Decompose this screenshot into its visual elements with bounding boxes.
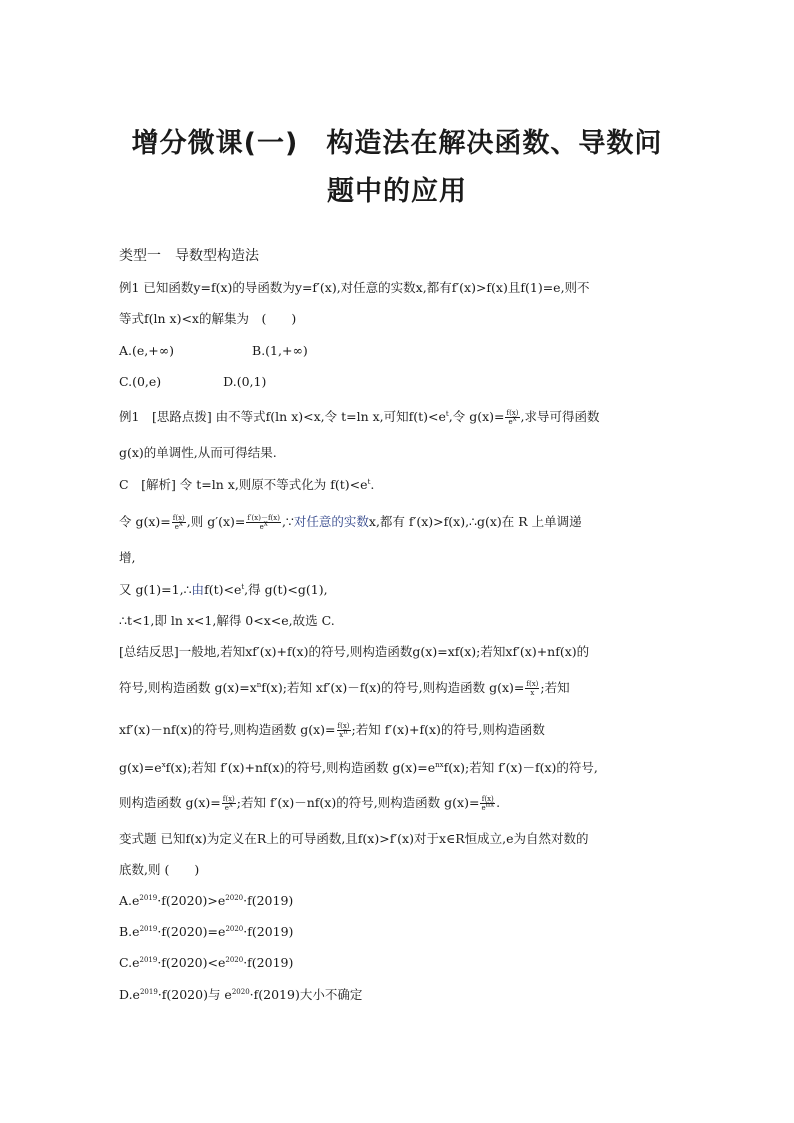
section-heading: 类型一 导数型构造法 xyxy=(119,248,259,264)
solution-line-5: ∴t<1,即 ln x<1,解得 0<x<e,故选 C. xyxy=(119,613,335,628)
fraction: $\frac{f(x)}{e^x}$ xyxy=(222,795,235,812)
option-b: B.(1,+∞) xyxy=(252,343,308,358)
fraction: $\frac{f'(x)-f(x)}{e^x}$ xyxy=(247,514,280,531)
solution-line-3: 增, xyxy=(119,550,136,565)
example-options-row-1 xyxy=(119,341,308,361)
example-question-line-2: 等式f(ln x)<x的解集为 ( ) xyxy=(119,311,297,326)
page-title-line-2: 题中的应用 xyxy=(327,176,467,207)
fraction: $\frac{f(x)}{e^{nx}}$ xyxy=(481,795,495,812)
option-c: C.(0,e) xyxy=(119,374,162,389)
page-title-line-1: 增分微课(一) 构造法在解决函数、导数问 xyxy=(131,128,663,159)
hint-line-1: 例1 [思路点拨] 由不等式f(ln x)<x,令 t=ln x,可知$f(t)<e^t$,令 g(x)= $\frac{f(x)}{e^x}$ ,求导可得函数 xyxy=(119,409,600,426)
solution-line-1: C [解析] 令 t=ln x,则原不等式化为 $f(t)<e^t$. xyxy=(119,477,375,492)
fraction: $\frac{f(x)}{x^n}$ xyxy=(337,722,350,739)
summary-line-3: xf′(x)－nf(x)的符号,则构造函数 g(x)= $\frac{f(x)}{x^n}$ ;若知 f′(x)+f(x)的符号,则构造函数 xyxy=(119,722,545,739)
option-d: D.(0,1) xyxy=(223,374,267,389)
fraction: $\frac{f(x)}{x}$ xyxy=(526,680,539,697)
option-a: A.(e,+∞) xyxy=(119,343,175,358)
summary-line-5: 则构造函数 g(x)= $\frac{f(x)}{e^x}$ ;若知 f′(x)－nf(x)的符号,则构造函数 g(x)= $\frac{f(x)}{e^{nx}}$ . xyxy=(119,795,501,812)
variant-option-a: $A.e^{2019}\cdot f(2020)>e^{2020}\cdot f(2019)$ xyxy=(119,893,294,908)
example-question-line-1: 例1 已知函数y=f(x)的导函数为y=f′(x),对任意的实数x,都有f′(x)>f(x)且f(1)=e,则不 xyxy=(119,280,590,295)
variant-option-c: $C.e^{2019}\cdot f(2020)<e^{2020}\cdot f(2019)$ xyxy=(119,955,294,970)
example-options-row-2 xyxy=(119,372,266,392)
solution-line-4: 又 g(1)=1,∴由$f(t)<e^t$,得 g(t)<g(1), xyxy=(119,582,328,597)
variant-option-b: $B.e^{2019}\cdot f(2020)=e^{2020}\cdot f(2019)$ xyxy=(119,924,294,939)
summary-line-1: [总结反思]一般地,若知xf′(x)+f(x)的符号,则构造函数g(x)=xf(x);若知xf′(x)+nf(x)的 xyxy=(119,644,590,659)
fraction: $\frac{f(x)}{e^x}$ xyxy=(172,514,185,531)
hint-line-2: g(x)的单调性,从而可得结果. xyxy=(119,445,277,460)
variant-question-line-1: 变式题 已知f(x)为定义在R上的可导函数,且f(x)>f′(x)对于x∈R恒成立,e为自然对数的 xyxy=(119,831,589,846)
variant-option-d: $D.e^{2019}\cdot f(2020)$与 $e^{2020}\cdot f(2019)$大小不确定 xyxy=(119,987,363,1002)
solution-line-2: 令 g(x)= $\frac{f(x)}{e^x}$ ,则 g′(x)= $\frac{f'(x)-f(x)}{e^x}$ ,∵对任意的实数x,都有 f′(x)>f(x),∴g(x)在 R 上单调递 xyxy=(119,514,582,531)
summary-line-2: 符号,则构造函数 $g(x)=x^nf(x)$;若知 xf′(x)－f(x)的符号,则构造函数 g(x)= $\frac{f(x)}{x}$ ;若知 xyxy=(119,680,570,697)
fraction: $\frac{f(x)}{e^x}$ xyxy=(506,409,519,426)
summary-line-4: $g(x)=e^xf(x)$;若知 f′(x)+nf(x)的符号,则构造函数 $g(x)=e^{nx}f(x)$;若知 f′(x)－f(x)的符号, xyxy=(119,760,598,775)
variant-question-line-2: 底数,则 ( ) xyxy=(119,862,200,877)
